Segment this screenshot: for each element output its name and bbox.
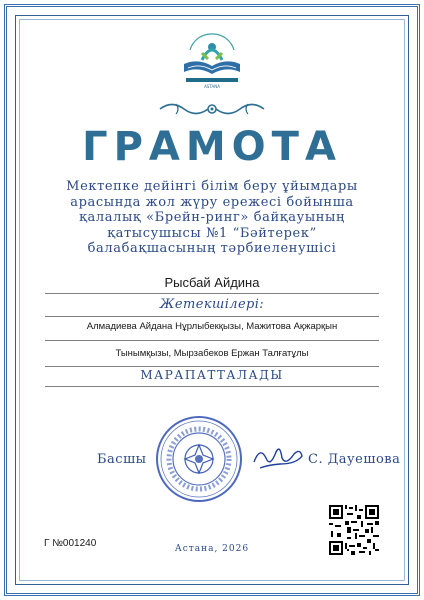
signature-icon [250,440,306,474]
divider [45,316,379,317]
head-label: Басшы [97,452,147,467]
certificate-title: ГРАМОТА [82,124,342,170]
subtitle-line: қалалық «Брейн-ринг» байқауының [79,210,345,225]
leaders-line-1: Алмадиева Айдана Нұрлыбекқызы, Мажитова Ақжарқын [86,321,338,332]
qr-code-icon[interactable] [329,505,379,555]
subtitle-line: қатысушысы №1 “Бәйтерек” [107,225,317,241]
ornament-icon [156,98,268,120]
svg-text:ASTANA: ASTANA [204,84,220,89]
award-text: МАРАПАТТАЛАДЫ [140,368,284,382]
certificate-number: Г №001240 [44,538,97,549]
leaders-line-2: Тынымқызы, Мырзабеков Ержан Талғатұлы [115,348,309,359]
subtitle-line: балабақшасының тәрбиеленушісі [87,241,337,256]
subtitle-line: Мектепке дейінгі білім беру ұйымдары [66,179,358,194]
certificate-subtitle [0,179,424,257]
divider [45,366,379,367]
recipient-name: Рысбай Айдина [164,275,260,290]
subtitle-line: арасында жол жүру ережесі бойынша [70,194,354,210]
divider [45,340,379,341]
leaders-label: Жетекшілері: [159,297,265,312]
city-year: Астана, 2026 [174,544,250,554]
divider [45,386,379,387]
seal-stamp-icon [154,414,244,504]
head-name: С. Дауешова [308,452,401,467]
divider [45,293,379,294]
book-logo-icon [172,26,252,96]
